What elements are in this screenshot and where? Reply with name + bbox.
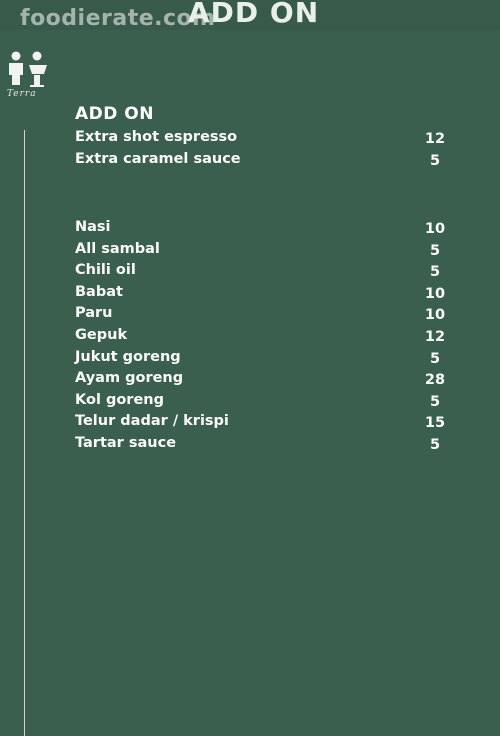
menu-item: [75, 241, 460, 263]
page-title: ADD ON: [188, 0, 320, 29]
item-price: 5: [429, 436, 441, 453]
item-price: 10: [424, 285, 446, 302]
item-price: 12: [424, 131, 446, 147]
item-price: 5: [429, 242, 441, 259]
item-price: 5: [429, 152, 441, 169]
menu-group-food: [75, 219, 460, 457]
item-price: 5: [429, 393, 441, 410]
item-name: Paru: [75, 305, 113, 322]
menu-item: [75, 219, 460, 241]
item-price: 28: [424, 372, 446, 389]
menu-item: [75, 327, 460, 349]
item-price: 5: [429, 264, 441, 281]
menu-group-drinks: [75, 129, 460, 172]
menu-item: [75, 370, 460, 392]
item-name: Jukut goreng: [75, 348, 181, 365]
section-title: ADD ON: [75, 104, 154, 124]
item-price: 10: [424, 221, 446, 237]
item-name: Kol goreng: [75, 391, 164, 408]
item-price: 5: [429, 350, 441, 367]
item-name: Extra shot espresso: [75, 129, 238, 145]
divider-line: [24, 130, 25, 736]
item-name: Gepuk: [75, 326, 128, 343]
menu-item: [75, 129, 460, 151]
item-name: Tartar sauce: [75, 434, 177, 451]
item-name: Babat: [75, 283, 123, 300]
menu-item: [75, 413, 460, 435]
watermark: foodierate.com: [20, 6, 216, 31]
item-price: 15: [424, 415, 446, 432]
item-name: Ayam goreng: [75, 370, 184, 387]
item-name: All sambal: [75, 240, 160, 257]
menu-item: [75, 151, 460, 173]
item-name: Nasi: [75, 219, 111, 235]
menu-item: [75, 392, 460, 414]
menu-item: [75, 435, 460, 457]
item-name: Telur dadar / krispi: [75, 413, 229, 430]
menu-item: [75, 349, 460, 371]
item-price: 12: [424, 328, 446, 345]
item-price: 10: [424, 307, 446, 324]
menu-item: [75, 305, 460, 327]
item-name: Chili oil: [75, 262, 136, 279]
item-name: Extra caramel sauce: [75, 150, 241, 167]
top-banner: [0, 0, 500, 30]
menu-item: [75, 262, 460, 284]
logo-wordmark: Terra: [7, 89, 37, 99]
menu-item: [75, 284, 460, 306]
